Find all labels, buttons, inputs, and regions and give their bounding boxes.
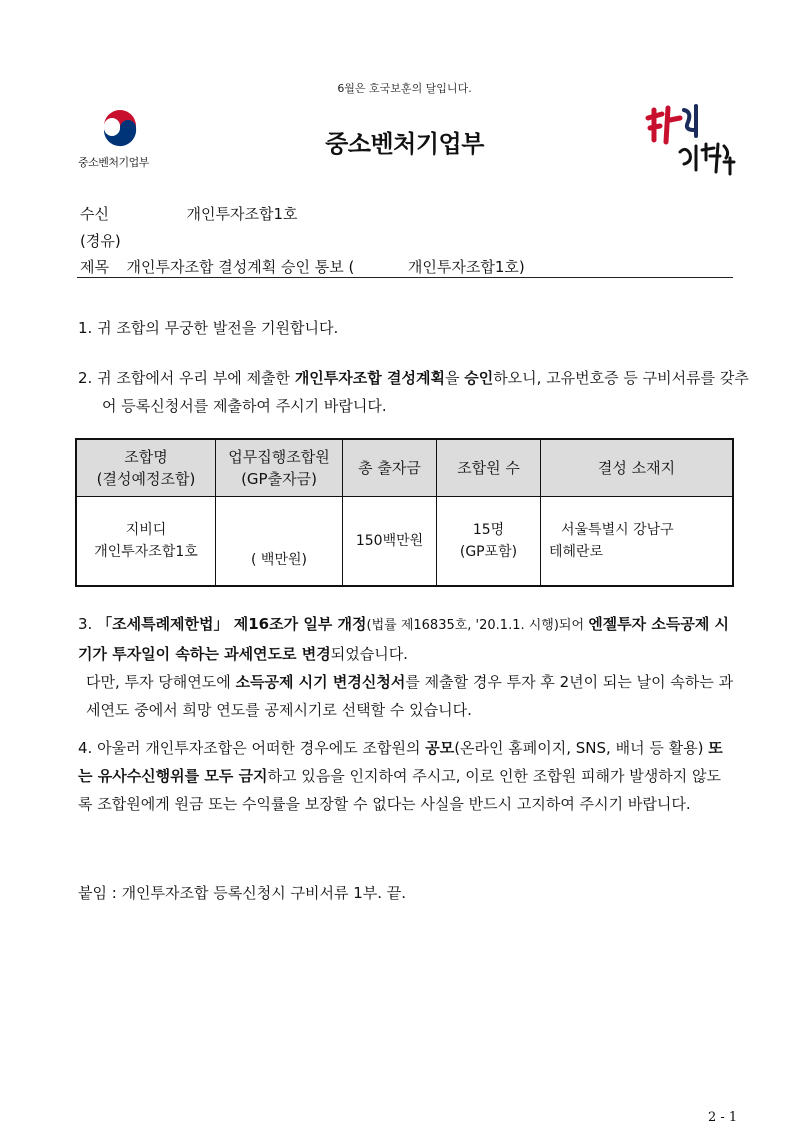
slogan: 6월은 호국보훈의 달입니다. xyxy=(337,82,472,95)
cell-total: 150백만원 xyxy=(343,497,437,587)
page-number: 2 - 1 xyxy=(708,1110,738,1125)
p2-text-c: 을 xyxy=(444,369,465,387)
p2-bold-approval: 승인 xyxy=(464,369,494,387)
paragraph-2 xyxy=(78,364,758,420)
cell-members: 15명 (GP포함) xyxy=(437,497,541,587)
subject-value: 개인투자조합 결성계획 승인 통보 ( xyxy=(126,258,355,276)
calligraphy-emblem xyxy=(640,100,740,184)
subject-label: 제목 xyxy=(80,258,109,276)
p3-end: 되었습니다. xyxy=(330,645,408,663)
table-row xyxy=(76,497,733,587)
header-gp: 업무집행조합원 (GP출자금) xyxy=(216,439,343,497)
cell-gp: ( 백만원) xyxy=(216,497,343,587)
cell-fund-name: 지비디 개인투자조합1호 xyxy=(76,497,216,587)
paragraph-4 xyxy=(78,734,734,818)
table-header-row xyxy=(76,439,733,497)
p3-bold-law: 「조세특례제한법」 제16조가 일부 개정 xyxy=(97,615,367,633)
p3-bold-change: 엔젤투자 소득공제 시기가 투자일이 속하는 과세연도로 변경 xyxy=(78,615,730,663)
p3-law-note: (법률 제16835호, '20.1.1. 시행)되어 xyxy=(366,618,589,633)
subject-value-end: 개인투자조합1호) xyxy=(407,258,525,276)
p4-bold-public: 공모 xyxy=(425,739,455,757)
fund-table xyxy=(75,438,734,587)
header-members: 조합원 수 xyxy=(437,439,541,497)
recipient-value: 개인투자조합1호 xyxy=(186,205,298,223)
calligraphy-strokes-icon xyxy=(648,106,734,174)
p2-text-a: 2. 귀 조합에서 우리 부에 제출한 xyxy=(78,369,295,387)
p4-text-a: 4. 아울러 개인투자조합은 어떠한 경우에도 조합원의 xyxy=(78,739,426,757)
via-label: (경유) xyxy=(80,232,121,250)
recipient-line xyxy=(80,203,298,224)
paragraph-3 xyxy=(78,610,734,724)
p2-text-e: 하오니, 고유번호증 등 구비서류를 갖추어 등록신청서를 제출하여 주시기 바랍니다. xyxy=(102,369,749,415)
header-divider xyxy=(77,277,733,278)
subject-line xyxy=(80,256,525,277)
cell-location: 서울특별시 강남구 테헤란로 xyxy=(541,497,734,587)
recipient-label: 수신 xyxy=(80,205,109,223)
header-total: 총 출자금 xyxy=(343,439,437,497)
p4-bold-prohibit: 또는 유사수신행위를 모두 금지 xyxy=(78,739,723,785)
p3-text-a: 다만, 투자 당해연도에 xyxy=(86,673,236,691)
p4-text-e: 하고 있음을 인지하여 주시고, 이로 인한 조합원 피해가 발생하지 않도록 조합원에게 원금 또는 수익률을 보장할 수 없다는 사실을 반드시 고지하여 주시기 바랍니다. xyxy=(78,767,721,813)
header-fund-name: 조합명 (결성예정조합) xyxy=(76,439,216,497)
p3-number: 3. xyxy=(78,615,93,633)
logo-text: 중소벤처기업부 xyxy=(78,156,149,169)
p3-text-c: 를 제출할 경우 투자 후 2년이 되는 날이 속하는 과세연도 중에서 희망 연도를 공제시기로 선택할 수 있습니다. xyxy=(86,673,734,719)
p3-bold-form: 소득공제 시기 변경신청서 xyxy=(235,673,406,691)
paragraph-1: 1. 귀 조합의 무궁한 발전을 기원합니다. xyxy=(78,319,339,337)
header-location: 결성 소재지 xyxy=(541,439,734,497)
attachment-note: 붙임 : 개인투자조합 등록신청시 구비서류 1부. 끝. xyxy=(78,884,407,902)
p4-text-c: (온라인 홈페이지, SNS, 배너 등 활용) xyxy=(454,739,709,757)
ministry-title: 중소벤처기업부 xyxy=(325,130,484,158)
p2-bold-plan: 개인투자조합 결성계획 xyxy=(294,369,445,387)
